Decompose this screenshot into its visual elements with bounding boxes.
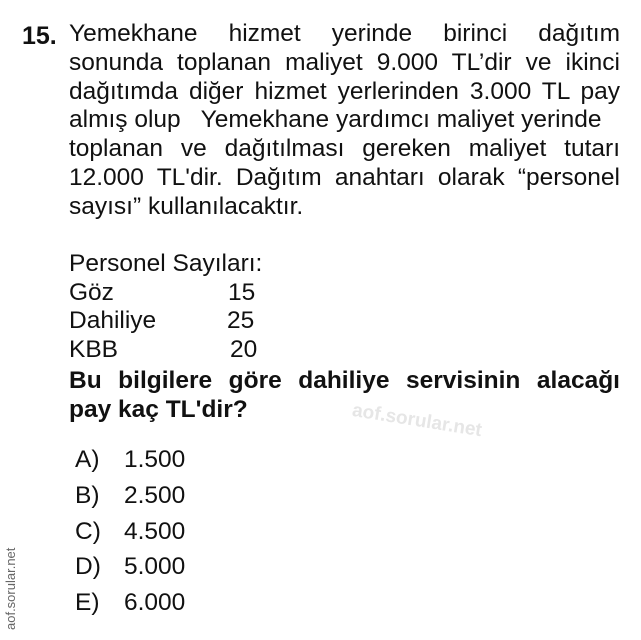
table-row-value: 15: [228, 278, 256, 306]
table-row-name: KBB: [69, 335, 119, 363]
stem-line: Yemekhane hizmet yerinde birinci dağıtım: [69, 20, 620, 47]
side-watermark-wrap: [0, 520, 24, 635]
option-c[interactable]: [75, 518, 275, 554]
personnel-table: [69, 250, 289, 364]
question-prompt: [69, 366, 620, 424]
side-watermark: aof.sorular.net: [3, 547, 18, 630]
table-row-name: Dahiliye: [69, 307, 157, 334]
table-title-row: [69, 250, 289, 279]
stem-line: 12.000 TL'dir. Dağıtım anahtarı olarak “personel: [69, 163, 620, 191]
prompt-line: pay kaç TL'dir?: [69, 396, 248, 423]
stem-line: almış olup Yemekhane yardımcı maliyet yerinde: [69, 106, 602, 134]
table-row: [69, 279, 289, 308]
stem-line: toplanan ve dağıtılması gereken maliyet tutarı: [69, 135, 620, 163]
option-letter: C): [75, 517, 101, 545]
table-row-value: 25: [227, 307, 255, 334]
table-row: [69, 336, 289, 365]
option-value: 6.000: [124, 589, 186, 617]
stem-line: sonunda toplanan maliyet 9.000 TL’dir ve ikinci: [69, 48, 620, 76]
table-row: [69, 307, 289, 336]
option-e[interactable]: [75, 589, 275, 625]
option-letter: B): [75, 481, 100, 509]
option-value: 5.000: [124, 553, 186, 581]
prompt-line: Bu bilgilere göre dahiliye servisinin alacağı: [69, 367, 620, 394]
table-row-name: Göz: [69, 278, 114, 306]
option-d[interactable]: [75, 553, 275, 589]
option-value: 4.500: [124, 517, 186, 545]
option-letter: E): [75, 589, 100, 617]
watermark: aof.sorular.net: [350, 400, 484, 442]
table-title: Personel Sayıları:: [69, 250, 263, 277]
answer-options: [75, 446, 275, 625]
stem-line: sayısı” kullanılacaktır.: [69, 192, 304, 220]
option-a[interactable]: [75, 446, 275, 482]
question-stem: [69, 20, 620, 222]
option-b[interactable]: [75, 482, 275, 518]
option-letter: A): [75, 446, 100, 473]
table-row-value: 20: [230, 335, 258, 363]
question-number: 15.: [22, 22, 57, 50]
stem-line: dağıtımda diğer hizmet yerlerinden 3.000 TL pay: [69, 77, 620, 105]
option-value: 2.500: [124, 481, 186, 509]
option-letter: D): [75, 553, 101, 581]
option-value: 1.500: [124, 446, 186, 473]
